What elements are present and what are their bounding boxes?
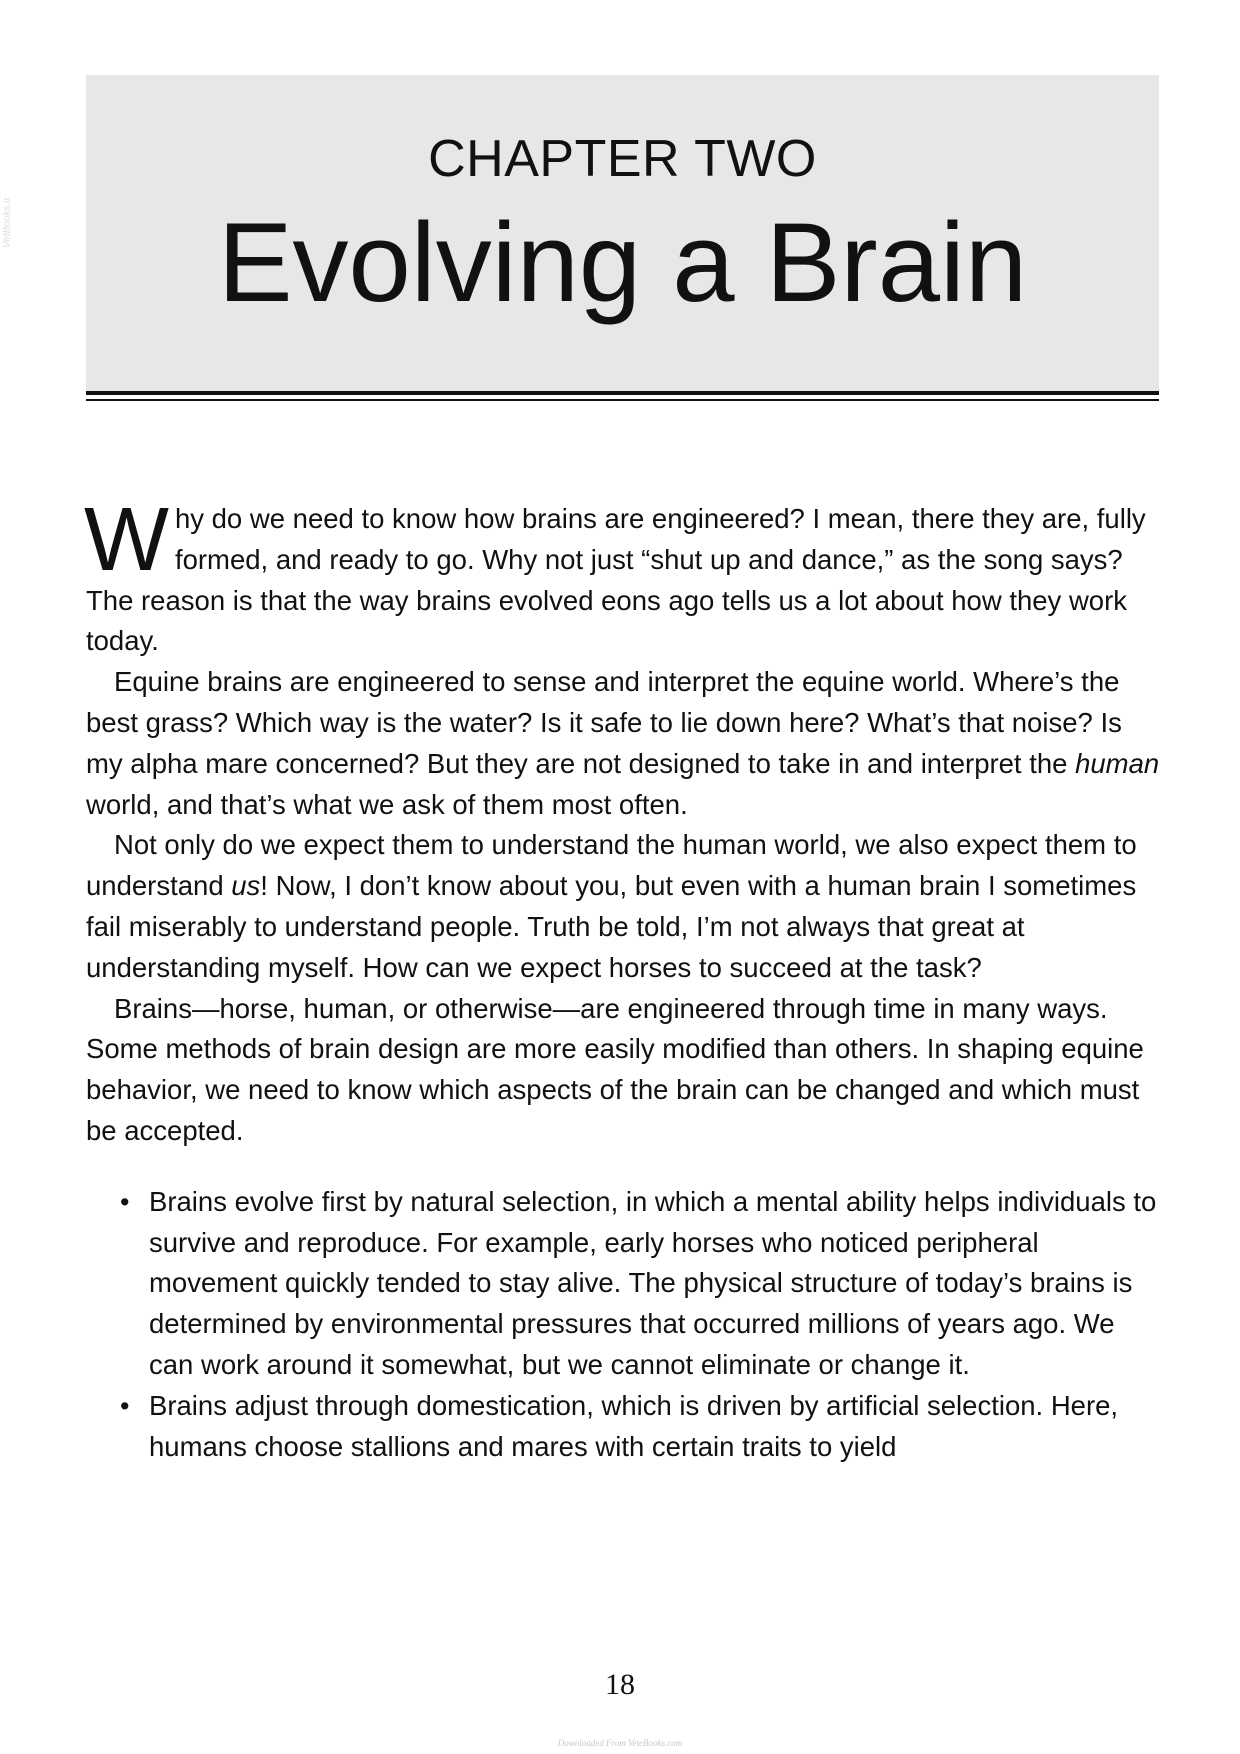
page-number: 18 (605, 1668, 635, 1701)
paragraph-1-text: hy do we need to know how brains are engineered? I mean, there they are, fully formed, and ready to go. Why not just “shut up and dance,” as the song says? The reason is that the way brains evolved eons ago tells us a lot about how they work today. (86, 503, 1146, 657)
list-item-text: Brains evolve first by natural selection, in which a mental ability helps individuals to survive and reproduce. For example, early horses who noticed peripheral movement quickly tended to stay alive. The physical structure of today’s brains is determined by environmental pressures that occurred millions of years ago. We can work around it somewhat, but we cannot eliminate or change it. (149, 1185, 1157, 1380)
list-item (86, 1386, 1166, 1468)
header-rule-thick (86, 391, 1159, 395)
paragraph-3-text-b: ! Now, I don’t know about you, but even with a human brain I sometimes fail miserably to understand people. Truth be told, I’m not always that great at understanding myself. How can we expect horses to succeed at the task? (86, 870, 1137, 983)
list-item (86, 1182, 1166, 1386)
paragraph-2-text-a: Equine brains are engineered to sense and interpret the equine world. Where’s the best grass? Which way is the water? Is it safe to lie down here? What’s that noise? Is my alpha mare concerned? But they are not designed to take in and interpret the (86, 666, 1122, 779)
paragraph-2-text-b: world, and that’s what we ask of them most often. (86, 788, 688, 820)
chapter-title: Evolving a Brain (217, 200, 1028, 325)
paragraph-3-emphasis: us (231, 870, 261, 902)
paragraph-2-emphasis: human (1075, 747, 1160, 779)
bullet-list (86, 1182, 1166, 1468)
drop-cap: W (84, 490, 169, 590)
footer-watermark: Downloaded From VeteBooks.com (557, 1738, 683, 1748)
header-rule-thin (86, 399, 1159, 401)
paragraph-3 (86, 825, 1166, 988)
bullet-icon: • (120, 1186, 130, 1217)
side-watermark: VetBooks.ir (2, 197, 13, 248)
paragraph-2 (86, 662, 1166, 825)
chapter-label: CHAPTER TWO (428, 130, 817, 188)
paragraph-1 (84, 490, 1166, 662)
list-item-text: Brains adjust through domestication, which is driven by artificial selection. Here, humans choose stallions and mares with certain traits to yield (149, 1389, 1119, 1462)
bullet-icon: • (120, 1390, 130, 1421)
paragraph-3-text-a: Not only do we expect them to understand the human world, we also expect them to understand (86, 829, 1137, 902)
chapter-header (86, 75, 1159, 391)
body-text (84, 490, 1166, 1467)
paragraph-4: Brains—horse, human, or otherwise—are engineered through time in many ways. Some methods of brain design are more easily modified than others. In shaping equine behavior, we need to know which aspects of the brain can be changed and which must be accepted. (86, 992, 1144, 1146)
